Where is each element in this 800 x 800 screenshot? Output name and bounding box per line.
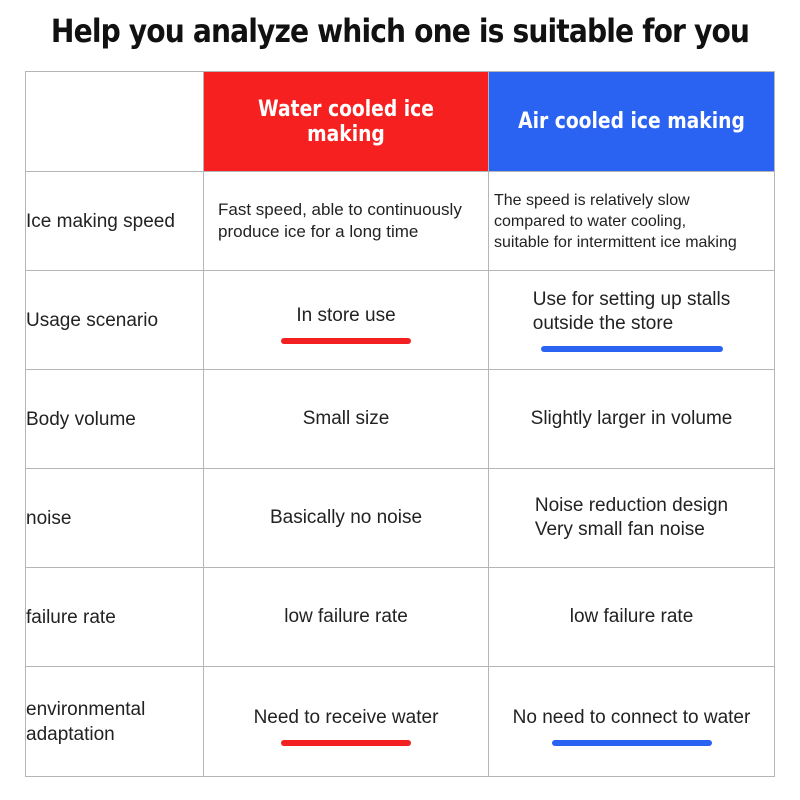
header-water-cooled-label: Water cooled ice making xyxy=(258,96,434,147)
air-cell: The speed is relatively slow compared to water cooling, suitable for intermittent ice making xyxy=(489,172,775,271)
table-row xyxy=(26,469,775,568)
row-label: Ice making speed xyxy=(26,172,204,271)
table-row xyxy=(26,172,775,271)
air-cell: Use for setting up stalls outside the store xyxy=(489,271,775,370)
page-title: Help you analyze which one is suitable for you xyxy=(50,12,750,50)
water-cell: Small size xyxy=(204,370,489,469)
water-cell: Fast speed, able to continuously produce ice for a long time xyxy=(204,172,489,271)
air-cell: Noise reduction design Very small fan noise xyxy=(489,469,775,568)
water-cell: Need to receive water xyxy=(204,667,489,777)
row-label: failure rate xyxy=(26,568,204,667)
table-header-row xyxy=(26,72,775,172)
comparison-table xyxy=(25,71,775,777)
header-corner-cell xyxy=(26,72,204,172)
table-row xyxy=(26,370,775,469)
table-row xyxy=(26,271,775,370)
row-label: noise xyxy=(26,469,204,568)
row-label: Body volume xyxy=(26,370,204,469)
header-air-cooled xyxy=(489,72,775,172)
air-cell: Slightly larger in volume xyxy=(489,370,775,469)
row-label: environmental adaptation xyxy=(26,667,204,777)
air-cell: low failure rate xyxy=(489,568,775,667)
air-cell: No need to connect to water xyxy=(489,667,775,777)
header-air-cooled-label: Air cooled ice making xyxy=(518,109,745,134)
water-cell: In store use xyxy=(204,271,489,370)
row-label: Usage scenario xyxy=(26,271,204,370)
water-cell: low failure rate xyxy=(204,568,489,667)
header-water-cooled xyxy=(204,72,489,172)
blue-underline-bar xyxy=(552,740,712,746)
table-row xyxy=(26,667,775,777)
red-underline-bar xyxy=(281,338,411,344)
red-underline-bar xyxy=(281,740,411,746)
table-row xyxy=(26,568,775,667)
blue-underline-bar xyxy=(541,346,723,352)
water-cell: Basically no noise xyxy=(204,469,489,568)
